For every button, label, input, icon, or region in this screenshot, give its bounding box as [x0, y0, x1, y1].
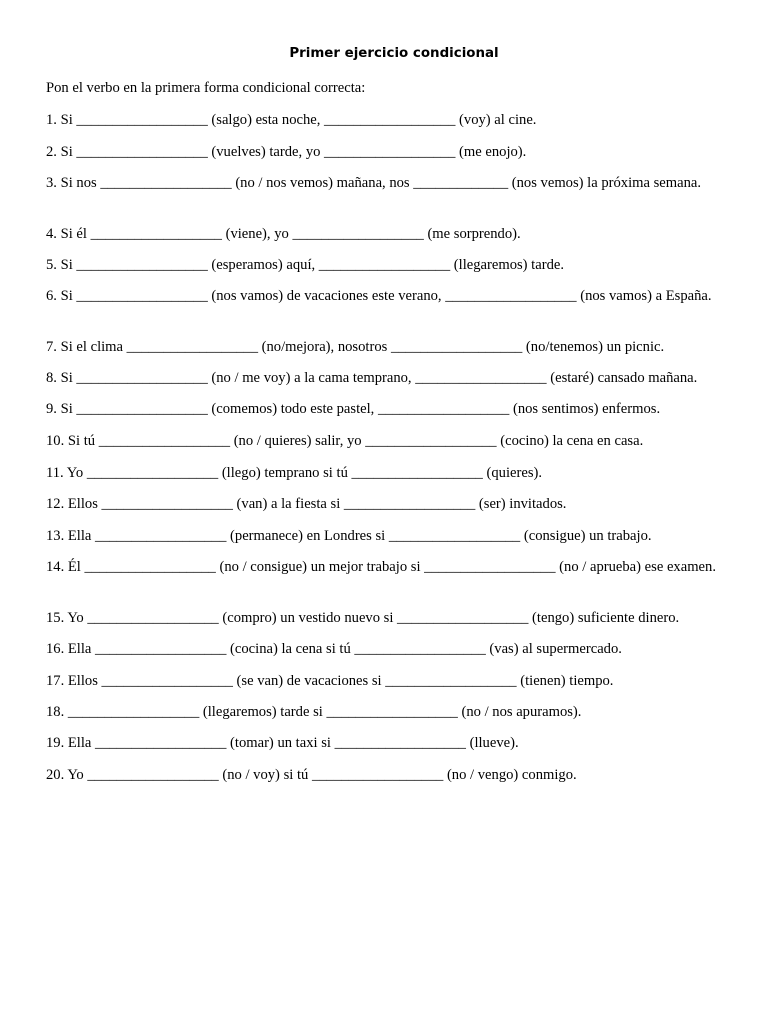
exercise-item-1: 1. Si __________________ (salgo) esta noche, __________________ (voy) al cine. — [46, 112, 537, 128]
exercise-item-7: 7. Si el clima __________________ (no/mejora), nosotros __________________ (no/tenemos) un picnic. — [46, 339, 665, 355]
worksheet-title: Primer ejercicio condicional — [289, 46, 499, 61]
exercise-item-14: 14. Él __________________ (no / consigue) un mejor trabajo si __________________ (no / aprueba) ese examen. — [46, 559, 716, 575]
exercise-item-13: 13. Ella __________________ (permanece) en Londres si __________________ (consigue) un trabajo. — [46, 528, 652, 544]
exercise-item-8: 8. Si __________________ (no / me voy) a la cama temprano, __________________ (estaré) cansado mañana. — [46, 370, 698, 386]
exercise-item-19: 19. Ella __________________ (tomar) un taxi si __________________ (llueve). — [46, 735, 519, 751]
exercise-item-15: 15. Yo __________________ (compro) un vestido nuevo si __________________ (tengo) suficiente dinero. — [46, 610, 680, 626]
exercise-item-9: 9. Si __________________ (comemos) todo este pastel, __________________ (nos sentimos) enfermos. — [46, 401, 661, 417]
exercise-item-2: 2. Si __________________ (vuelves) tarde, yo __________________ (me enojo). — [46, 144, 527, 160]
exercise-item-10: 10. Si tú __________________ (no / quieres) salir, yo __________________ (cocino) la cena en casa. — [46, 433, 644, 449]
exercise-item-5: 5. Si __________________ (esperamos) aquí, __________________ (llegaremos) tarde. — [46, 257, 564, 273]
exercise-item-4: 4. Si él __________________ (viene), yo __________________ (me sorprendo). — [46, 226, 521, 242]
exercise-item-16: 16. Ella __________________ (cocina) la cena si tú __________________ (vas) al supermercado. — [46, 641, 622, 657]
exercise-item-18: 18. __________________ (llegaremos) tarde si __________________ (no / nos apuramos). — [46, 704, 582, 720]
worksheet-instructions: Pon el verbo en la primera forma condicional correcta: — [46, 80, 366, 96]
exercise-item-17: 17. Ellos __________________ (se van) de vacaciones si __________________ (tienen) tiempo. — [46, 673, 614, 689]
exercise-item-20: 20. Yo __________________ (no / voy) si tú __________________ (no / vengo) conmigo. — [46, 767, 577, 783]
exercise-item-3: 3. Si nos __________________ (no / nos vemos) mañana, nos _____________ (nos vemos) la próxima semana. — [46, 175, 702, 191]
exercise-item-12: 12. Ellos __________________ (van) a la fiesta si __________________ (ser) invitados. — [46, 496, 567, 512]
exercise-item-11: 11. Yo __________________ (llego) temprano si tú __________________ (quieres). — [46, 465, 543, 481]
exercise-item-6: 6. Si __________________ (nos vamos) de vacaciones este verano, __________________ (nos vamos) a España. — [46, 288, 712, 304]
